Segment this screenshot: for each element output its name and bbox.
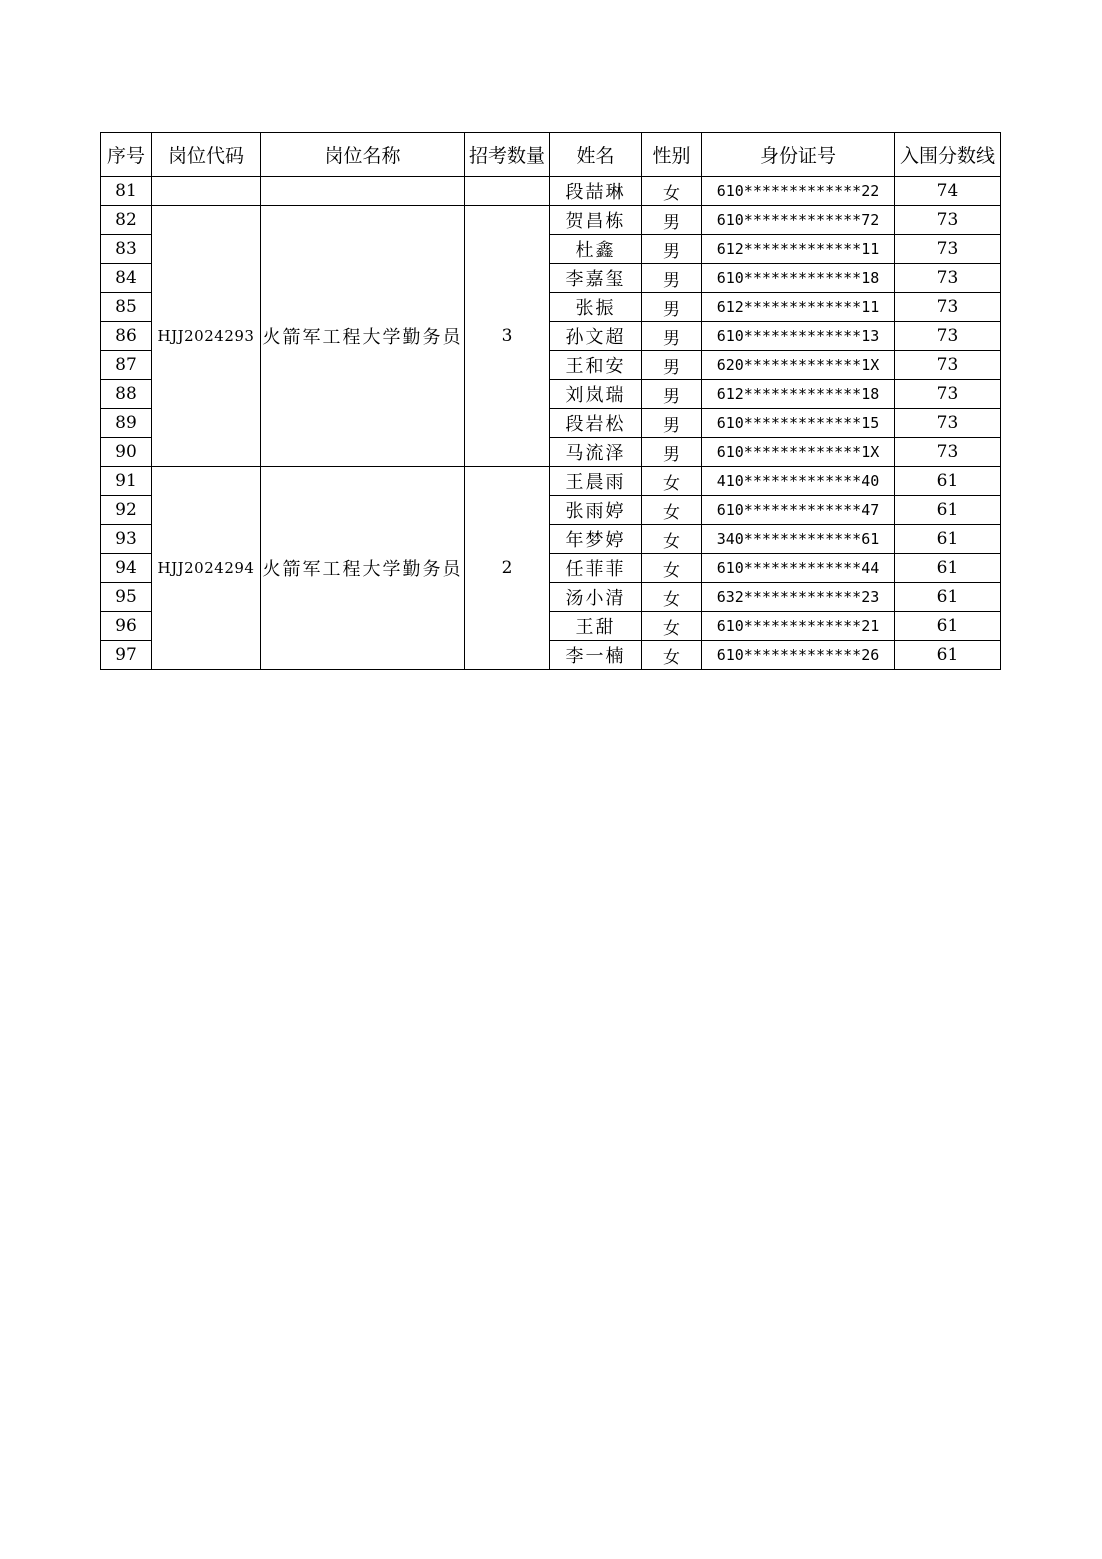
score-line-cell: 61	[895, 554, 1001, 583]
seq-cell: 81	[101, 177, 152, 206]
id-number-cell: 610*************21	[702, 612, 895, 641]
score-line-cell: 61	[895, 612, 1001, 641]
candidate-table	[100, 132, 1001, 670]
id-number-cell: 410*************40	[702, 467, 895, 496]
score-line-cell: 74	[895, 177, 1001, 206]
position-code-cell	[152, 177, 261, 206]
id-number-cell: 610*************13	[702, 322, 895, 351]
id-number-cell: 610*************18	[702, 264, 895, 293]
seq-cell: 92	[101, 496, 152, 525]
gender-cell: 男	[642, 264, 702, 293]
gender-cell: 男	[642, 293, 702, 322]
quota-cell: 3	[465, 206, 550, 467]
id-number-cell: 612*************18	[702, 380, 895, 409]
quota-cell: 2	[465, 467, 550, 670]
gender-cell: 女	[642, 467, 702, 496]
table-body	[101, 177, 1001, 670]
gender-cell: 男	[642, 322, 702, 351]
candidate-name-cell: 张雨婷	[550, 496, 642, 525]
candidate-name-cell: 刘岚瑞	[550, 380, 642, 409]
position-code-cell: HJJ2024293	[152, 206, 261, 467]
id-number-cell: 612*************11	[702, 235, 895, 264]
candidate-name-cell: 贺昌栋	[550, 206, 642, 235]
score-line-cell: 73	[895, 409, 1001, 438]
seq-cell: 94	[101, 554, 152, 583]
gender-cell: 男	[642, 409, 702, 438]
gender-cell: 女	[642, 496, 702, 525]
candidate-name-cell: 李嘉玺	[550, 264, 642, 293]
seq-cell: 83	[101, 235, 152, 264]
candidate-name-cell: 杜鑫	[550, 235, 642, 264]
id-number-cell: 610*************44	[702, 554, 895, 583]
position-name-cell: 火箭军工程大学勤务员	[261, 467, 465, 670]
gender-cell: 女	[642, 641, 702, 670]
candidate-name-cell: 李一楠	[550, 641, 642, 670]
candidate-name-cell: 段喆琳	[550, 177, 642, 206]
header-code: 岗位代码	[152, 133, 261, 177]
table-row	[101, 177, 1001, 206]
score-line-cell: 61	[895, 641, 1001, 670]
seq-cell: 84	[101, 264, 152, 293]
header-gender: 性别	[642, 133, 702, 177]
id-number-cell: 610*************47	[702, 496, 895, 525]
id-number-cell: 632*************23	[702, 583, 895, 612]
seq-cell: 93	[101, 525, 152, 554]
score-line-cell: 73	[895, 438, 1001, 467]
seq-cell: 86	[101, 322, 152, 351]
candidate-name-cell: 段岩松	[550, 409, 642, 438]
candidate-name-cell: 孙文超	[550, 322, 642, 351]
seq-cell: 89	[101, 409, 152, 438]
id-number-cell: 610*************22	[702, 177, 895, 206]
header-row	[101, 133, 1001, 177]
score-line-cell: 61	[895, 467, 1001, 496]
header-id-number: 身份证号	[702, 133, 895, 177]
gender-cell: 女	[642, 525, 702, 554]
quota-cell	[465, 177, 550, 206]
id-number-cell: 610*************1X	[702, 438, 895, 467]
gender-cell: 男	[642, 206, 702, 235]
score-line-cell: 73	[895, 293, 1001, 322]
header-score-line: 入围分数线	[895, 133, 1001, 177]
header-position-name: 岗位名称	[261, 133, 465, 177]
table-row	[101, 206, 1001, 235]
seq-cell: 87	[101, 351, 152, 380]
score-line-cell: 61	[895, 583, 1001, 612]
table-row	[101, 467, 1001, 496]
candidate-name-cell: 马流泽	[550, 438, 642, 467]
candidate-name-cell: 王晨雨	[550, 467, 642, 496]
position-code-cell: HJJ2024294	[152, 467, 261, 670]
gender-cell: 女	[642, 583, 702, 612]
gender-cell: 男	[642, 235, 702, 264]
position-name-cell	[261, 177, 465, 206]
id-number-cell: 610*************72	[702, 206, 895, 235]
score-line-cell: 73	[895, 235, 1001, 264]
candidate-name-cell: 年梦婷	[550, 525, 642, 554]
gender-cell: 男	[642, 380, 702, 409]
gender-cell: 女	[642, 554, 702, 583]
gender-cell: 女	[642, 612, 702, 641]
score-line-cell: 61	[895, 525, 1001, 554]
candidate-name-cell: 王甜	[550, 612, 642, 641]
seq-cell: 95	[101, 583, 152, 612]
score-line-cell: 61	[895, 496, 1001, 525]
candidate-name-cell: 任菲菲	[550, 554, 642, 583]
gender-cell: 女	[642, 177, 702, 206]
gender-cell: 男	[642, 351, 702, 380]
gender-cell: 男	[642, 438, 702, 467]
seq-cell: 90	[101, 438, 152, 467]
seq-cell: 88	[101, 380, 152, 409]
id-number-cell: 340*************61	[702, 525, 895, 554]
score-line-cell: 73	[895, 351, 1001, 380]
seq-cell: 85	[101, 293, 152, 322]
candidate-name-cell: 汤小清	[550, 583, 642, 612]
position-name-cell: 火箭军工程大学勤务员	[261, 206, 465, 467]
id-number-cell: 620*************1X	[702, 351, 895, 380]
score-line-cell: 73	[895, 380, 1001, 409]
score-line-cell: 73	[895, 264, 1001, 293]
score-line-cell: 73	[895, 206, 1001, 235]
id-number-cell: 610*************26	[702, 641, 895, 670]
score-line-cell: 73	[895, 322, 1001, 351]
candidate-name-cell: 张振	[550, 293, 642, 322]
seq-cell: 82	[101, 206, 152, 235]
candidate-name-cell: 王和安	[550, 351, 642, 380]
id-number-cell: 612*************11	[702, 293, 895, 322]
header-name: 姓名	[550, 133, 642, 177]
seq-cell: 97	[101, 641, 152, 670]
seq-cell: 96	[101, 612, 152, 641]
header-seq: 序号	[101, 133, 152, 177]
id-number-cell: 610*************15	[702, 409, 895, 438]
header-quota: 招考数量	[465, 133, 550, 177]
seq-cell: 91	[101, 467, 152, 496]
